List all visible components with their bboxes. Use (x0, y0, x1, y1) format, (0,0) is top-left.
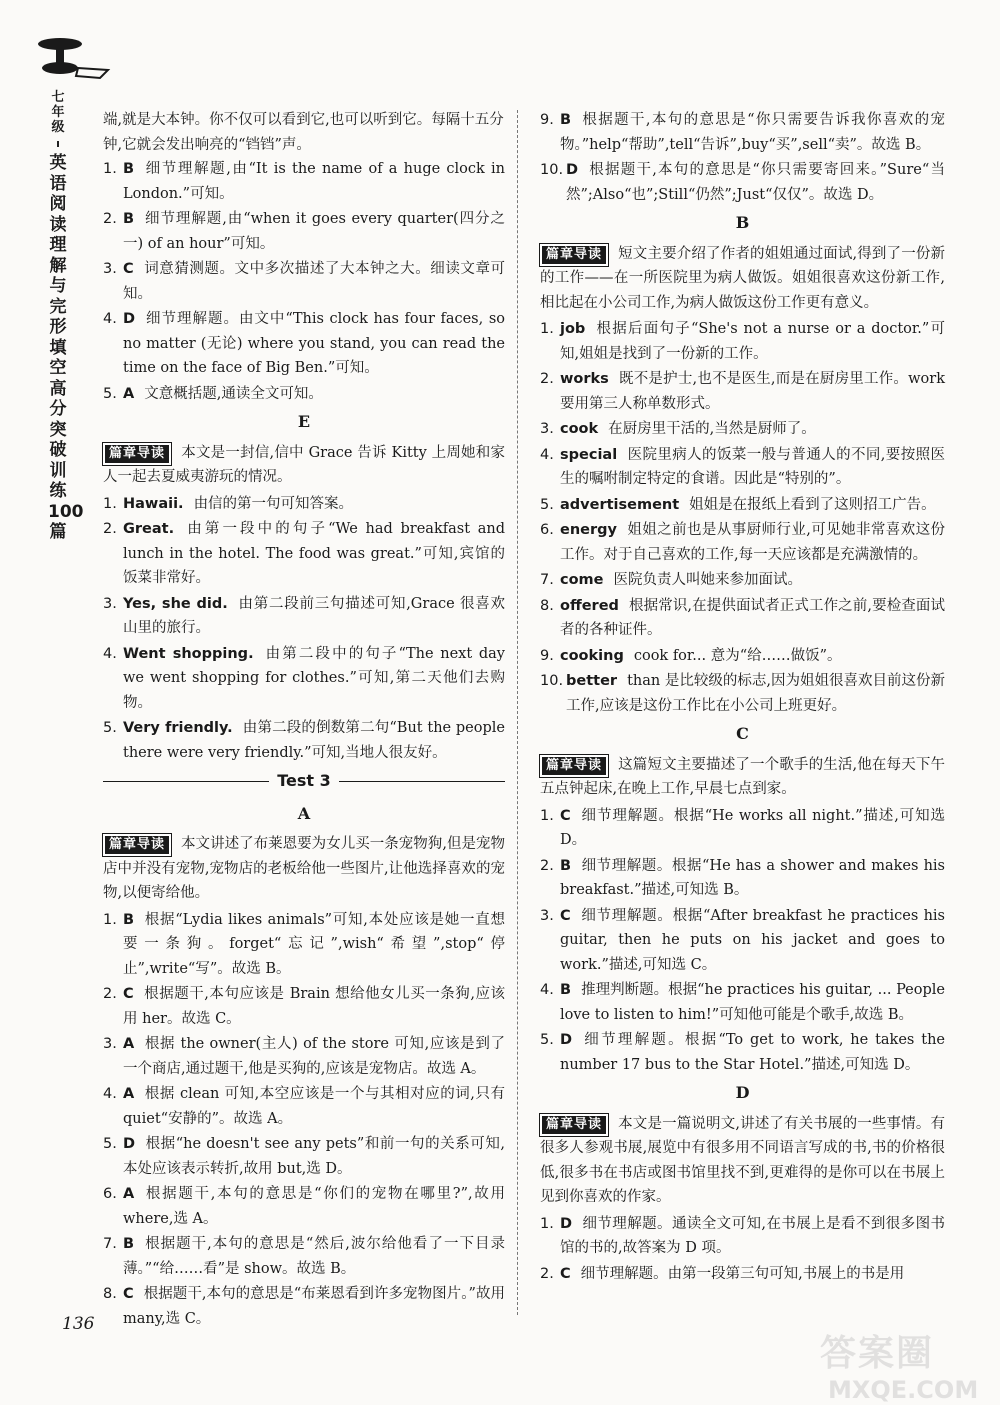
explanation: 根据 the owner(主人) of the store 可知,应该是到了一个商店,通过题干,他是买狗的,应该是宠物店。故选 A。 (123, 1036, 505, 1077)
section-heading-b: B (735, 213, 750, 232)
guide-text: 这篇短文主要描述了一个歌手的生活,他在每天下午五点钟起床,在晚上工作,早晨七点到家。 (540, 756, 945, 797)
answer-item (540, 804, 945, 853)
item-number: 8. (103, 1286, 117, 1302)
explanation: 根据题干,本句的意思是“布莱恩看到许多宠物图片。”故用 many,选 C。 (123, 1286, 505, 1327)
answer-item (103, 157, 505, 206)
guide-text: 本文讲述了布莱恩要为女儿买一条宠物狗,但是宠物店中并没有宠物,宠物店的老板给他一些图片,让他选择喜欢的宠物,以便寄给他。 (103, 836, 505, 901)
item-number: 5. (103, 720, 117, 736)
item-number: 2. (540, 1265, 554, 1282)
item-number: 3. (540, 421, 554, 437)
guide-text: 本文是一篇说明文,讲述了有关书展的一些事情。有很多人参观书展,展览中有很多用不同语言写成的书,书的价格很低,很多书在书店或图书馆里找不到,更难得的是你可以在书展上见到你喜欢的作家。 (540, 1115, 945, 1205)
answer-key: C (560, 1265, 571, 1282)
answer-key: C (123, 986, 134, 1002)
answer-item (540, 493, 945, 518)
item-number: 5. (540, 1032, 554, 1048)
answer-key: B (123, 161, 135, 177)
explanation: 细节理解题。根据“After breakfast he practices his guitar, then he puts on his jacket and goes to work.”描述,可知选 C。 (560, 907, 945, 973)
item-number: 2. (540, 371, 554, 387)
explanation: 根据题干,本句的意思是“你们的宠物在哪里?”,故用 where,选 A。 (123, 1186, 505, 1227)
left-column (103, 108, 505, 1332)
answer-key: better (566, 673, 618, 689)
answer-key: D (123, 311, 136, 327)
answer-key: A (123, 1086, 135, 1102)
answer-key: C (560, 807, 571, 824)
answer-key: B (560, 982, 572, 998)
item-number: 9. (540, 112, 554, 128)
answer-item (103, 716, 505, 765)
section-heading-d: D (735, 1083, 750, 1102)
answer-item (540, 854, 945, 903)
answer-key: C (560, 907, 571, 924)
answer-list-a (103, 908, 505, 1332)
answer-item (540, 158, 945, 207)
item-number: 2. (103, 211, 117, 227)
test-title: Test 3 (277, 771, 331, 790)
answer-key: offered (560, 597, 619, 614)
section-heading-e: E (297, 412, 311, 431)
guide-b (540, 242, 945, 316)
test-divider (103, 769, 505, 794)
answer-list-c (540, 804, 945, 1078)
answer-item (103, 592, 505, 641)
explanation: 由第二段前三句描述可知,Grace 很喜欢山里的旅行。 (123, 595, 506, 636)
explanation: 文意概括题,通读全文可知。 (144, 385, 323, 402)
answer-key: C (123, 1286, 134, 1302)
explanation: cook for... 意为“给……做饭”。 (633, 647, 842, 664)
item-number: 4. (540, 982, 554, 998)
answer-key: advertisement (560, 496, 680, 513)
guide-a (103, 832, 505, 906)
explanation: 细节理解题,由“It is the name of a huge clock in London.”可知。 (123, 161, 505, 202)
item-number: 1. (540, 1215, 554, 1232)
guide-tag: 篇章导读 (540, 1114, 608, 1136)
answer-key: Very friendly. (123, 720, 233, 736)
explanation: 根据“he doesn't see any pets”和前一句的关系可知,本处应该表示转折,故用 but,选 D。 (123, 1136, 505, 1177)
explanation: 由第二段的倒数第二句“But the people there were very friendly.”可知,当地人很友好。 (123, 720, 505, 761)
item-number: 7. (540, 572, 554, 588)
item-number: 1. (540, 807, 554, 824)
item-number: 8. (540, 597, 554, 614)
answer-key: come (560, 572, 604, 588)
guide-tag: 篇章导读 (103, 834, 171, 856)
explanation: 根据题干,本句的意思是“你只需要告诉我你喜欢的宠物。”help“帮助”,tell“告诉”,buy“买”,sell“卖”。故选 B。 (560, 112, 945, 153)
item-number: 10. (540, 673, 564, 689)
section-heading-c: C (736, 724, 749, 743)
answer-key: A (123, 1036, 135, 1052)
answer-key: special (560, 446, 618, 463)
answer-key: D (123, 1136, 136, 1152)
series-title: 英语阅读理解与完形填空高分突破训练100篇 (48, 153, 84, 542)
answer-key: Hawaii. (123, 495, 184, 512)
guide-text: 本文是一封信,信中 Grace 告诉 Kitty 上周她和家人一起去夏威夷游玩的情况。 (103, 444, 505, 485)
answer-item (540, 1028, 945, 1077)
answer-item (540, 367, 945, 416)
item-number: 2. (540, 857, 554, 874)
answer-list-d (103, 157, 505, 406)
answer-item (540, 1262, 945, 1287)
explanation: 在厨房里干活的,当然是厨师了。 (608, 421, 816, 437)
answer-item (540, 443, 945, 492)
explanation: 医院里病人的饭菜一般与普通人的不同,要按照医生的嘱咐制定特定的食谱。因此是“特别的”。 (560, 446, 945, 487)
guide-tag: 篇章导读 (103, 443, 171, 465)
explanation: 由第一段中的句子“We had breakfast and lunch in the hotel. The food was great.”可知,宾馆的饭菜非常好。 (123, 521, 505, 586)
continued-text: 端,就是大本钟。你不仅可以看到它,也可以听到它。每隔十五分钟,它就会发出响亮的“铛铛”声。 (103, 112, 504, 153)
answer-key: D (566, 162, 579, 178)
item-number: 4. (103, 645, 117, 662)
item-number: 1. (103, 911, 117, 928)
answer-item (103, 1082, 505, 1131)
answer-item (103, 1032, 505, 1081)
section-heading-a: A (297, 803, 311, 823)
guide-text: 短文主要介绍了作者的姐姐通过面试,得到了一份新的工作——在一所医院里为病人做饭。姐姐很喜欢这份新工作,相比起在小公司工作,为病人做饭这份工作更有意义。 (540, 245, 945, 311)
guide-c (540, 753, 945, 802)
explanation: than 是比较级的标志,因为姐姐很喜欢目前这份新工作,应该是这份工作比在小公司上班更好。 (566, 673, 945, 714)
item-number: 9. (540, 647, 554, 664)
item-number: 2. (103, 521, 117, 537)
explanation: 推理判断题。根据“he practices his guitar, ... People love to listen to him!”可知他可能是个歌手,故选 B。 (560, 982, 945, 1023)
answer-list-d-right (540, 1212, 945, 1287)
item-number: 5. (540, 496, 554, 513)
explanation: 根据题干,本句应该是 Brain 想给他女儿买一条狗,应该用 her。故选 C。 (123, 986, 505, 1027)
explanation: 细节理解题。由第一段第三句可知,书展上的书是用 (580, 1265, 905, 1282)
answer-item (540, 568, 945, 593)
item-number: 3. (103, 595, 117, 612)
explanation: 细节理解题。通读全文可知,在书展上是看不到很多图书馆的书的,故答案为 D 项。 (560, 1215, 945, 1256)
explanation: 由第二段中的句子“The next day we went shopping for clothes.”可知,第二天他们去购物。 (123, 645, 506, 711)
explanation: 根据题干,本句的意思是“然后,波尔给他看了一下目录薄。”“给……看”是 show。故选 B。 (123, 1236, 505, 1277)
answer-key: A (123, 385, 135, 402)
explanation: 姐姐是在报纸上看到了这则招工广告。 (689, 496, 936, 513)
item-number: 4. (540, 446, 554, 463)
watermark-main: 答案圈 (820, 1333, 935, 1374)
item-number: 3. (540, 907, 554, 924)
sidebar (40, 90, 84, 543)
explanation: 细节理解题。根据“He has a shower and makes his breakfast.”描述,可知选 B。 (560, 857, 945, 898)
explanation: 细节理解题,由“when it goes every quarter(四分之一) of an hour”可知。 (123, 211, 505, 252)
item-number: 6. (540, 522, 554, 538)
explanation: 根据后面句子“She's not a nurse or a doctor.”可知,姐姐是找到了一份新的工作。 (560, 321, 945, 362)
answer-item (103, 908, 505, 982)
answer-list-e (103, 492, 505, 766)
answer-key: B (123, 211, 135, 227)
explanation: 根据“Lydia likes animals”可知,本处应该是她一直想要一条狗。forget“忘记”,wish“希望”,stop“停止”,write“写”。故选 B。 (123, 911, 505, 977)
item-number: 5. (103, 385, 117, 402)
answer-item (103, 207, 505, 256)
explanation: 词意猜测题。文中多次描述了大本钟之大。细读文章可知。 (123, 261, 505, 302)
explanation: 根据常识,在提供面试者正式工作之前,要检查面试者的各种证件。 (560, 597, 945, 638)
answer-key: works (560, 371, 609, 387)
item-number: 3. (103, 261, 117, 277)
item-number: 6. (103, 1186, 117, 1202)
answer-item (540, 978, 945, 1027)
answer-key: D (560, 1215, 573, 1232)
item-number: 3. (103, 1036, 117, 1052)
answer-item (103, 492, 505, 517)
answer-key: B (560, 112, 572, 128)
answer-key: job (560, 321, 586, 337)
answer-item (540, 417, 945, 442)
guide-tag: 篇章导读 (540, 244, 608, 266)
answer-item (540, 644, 945, 669)
answer-item (103, 1132, 505, 1181)
grade-label: 七年级 (51, 90, 65, 135)
answer-key: Yes, she did. (123, 595, 228, 612)
answer-key: B (123, 911, 135, 928)
answer-item (103, 382, 505, 407)
item-number: 1. (103, 161, 117, 177)
answer-item (540, 669, 945, 718)
explanation: 由信的第一句可知答案。 (193, 495, 354, 512)
item-number: 4. (103, 1086, 117, 1102)
answer-item (103, 642, 505, 716)
answer-item (103, 257, 505, 306)
answer-key: Great. (123, 521, 175, 537)
explanation: 细节理解题。由文中“This clock has four faces, so no matter (无论) where you stand, you can read the time on the face of Big Ben.”可知。 (123, 311, 505, 376)
answer-key: cooking (560, 647, 624, 664)
answer-item (103, 982, 505, 1031)
item-number: 2. (103, 986, 117, 1002)
explanation: 细节理解题。根据“To get to work, he takes the number 17 bus to the Star Hotel.”描述,可知选 D。 (560, 1032, 945, 1073)
answer-key: B (123, 1236, 135, 1252)
answer-item (103, 1232, 505, 1281)
answer-item (103, 517, 505, 591)
explanation: 根据 clean 可知,本空应该是一个与其相对应的词,只有 quiet“安静的”。故选 A。 (123, 1086, 505, 1127)
column-divider (517, 110, 518, 1315)
guide-d (540, 1112, 945, 1210)
item-number: 10. (540, 162, 564, 178)
answer-item (540, 1212, 945, 1261)
item-number: 5. (103, 1136, 117, 1152)
watermark (820, 1325, 990, 1404)
explanation: 既不是护士,也不是医生,而是在厨房里工作。work 要用第三人称单数形式。 (560, 371, 945, 412)
explanation: 根据题干,本句的意思是“你只需要寄回来。”Sure“当然”;Also“也”;Still“仍然”;Just“仅仅”。故选 D。 (566, 162, 945, 203)
answer-list-b (540, 317, 945, 718)
answer-key: energy (560, 522, 617, 538)
answer-item (540, 594, 945, 643)
answer-key: C (123, 261, 134, 277)
item-number: 7. (103, 1236, 117, 1252)
answer-item (540, 904, 945, 978)
answer-item (540, 317, 945, 366)
right-column (540, 108, 945, 1287)
answer-key: A (123, 1186, 135, 1202)
guide-tag: 篇章导读 (540, 755, 608, 777)
answer-item (540, 108, 945, 157)
publisher-logo (30, 30, 115, 85)
answer-key: D (560, 1032, 573, 1048)
answer-item (103, 1282, 505, 1331)
item-number: 1. (103, 495, 117, 512)
page-number: 136 (62, 1314, 95, 1334)
watermark-url: MXQE.COM (828, 1376, 979, 1404)
item-number: 1. (540, 321, 554, 337)
answer-item (540, 518, 945, 567)
answer-key: cook (560, 421, 599, 437)
answer-item (103, 1182, 505, 1231)
explanation: 姐姐之前也是从事厨师行业,可见她非常喜欢这份工作。对于自己喜欢的工作,每一天应该都是充满激情的。 (560, 522, 945, 563)
answer-item (103, 307, 505, 381)
answer-list-a-cont (540, 108, 945, 207)
sidebar-rule (57, 141, 59, 147)
guide-e (103, 441, 505, 490)
answer-key: Went shopping. (123, 645, 254, 662)
explanation: 医院负责人叫她来参加面试。 (613, 572, 802, 588)
explanation: 细节理解题。根据“He works all night.”描述,可知选 D。 (560, 807, 945, 848)
answer-key: B (560, 857, 572, 874)
item-number: 4. (103, 311, 117, 327)
